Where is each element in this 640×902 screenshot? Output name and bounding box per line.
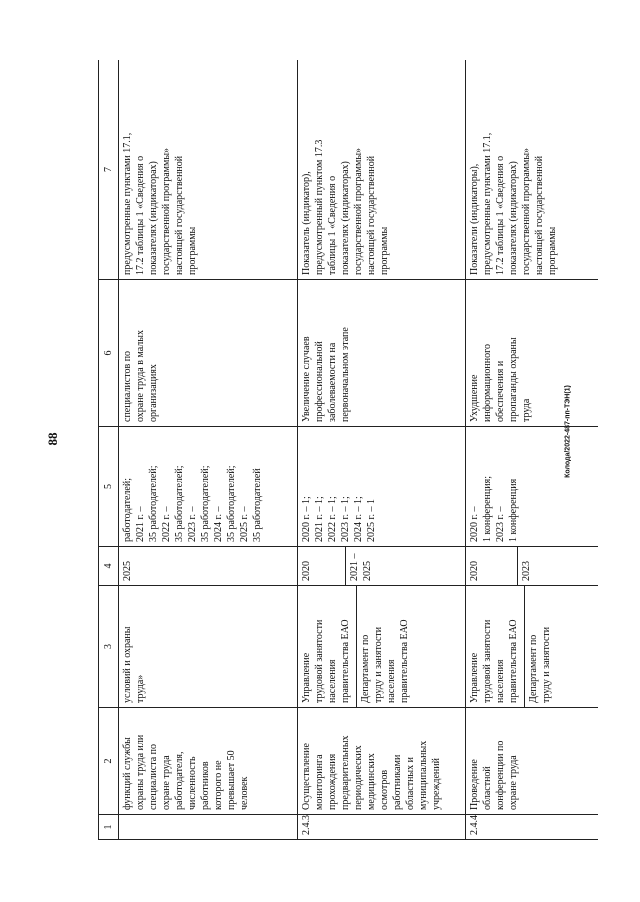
- measure-name: Осуществление мониторинга прохождения предварительных периодических медицинских осмотров работниками областных и муниципальных учреждений: [298, 708, 466, 815]
- expected-result: 2020 г. – 1 конференция; 2023 г. – 1 конференция: [466, 427, 599, 547]
- header-cell: 5: [99, 427, 119, 547]
- page-number: 88: [45, 432, 60, 446]
- program-measures-table: [98, 60, 598, 840]
- executor-alt: Департамент по труду и занятости населения правительства ЕАО: [356, 586, 411, 707]
- years-alt: 2021 – 2025: [345, 547, 374, 585]
- consequence: специалистов по охране труда в малых организациях: [119, 280, 298, 427]
- header-cell: 4: [99, 547, 119, 586]
- years-alt: 2023: [517, 547, 533, 585]
- table-row: [466, 60, 599, 840]
- table-row: [298, 60, 466, 840]
- header-cell: 1: [99, 815, 119, 840]
- executor: Управление трудовой занятости населения правительства ЕАО Департамент по труду и занятости: [466, 586, 599, 708]
- table-area: [98, 60, 598, 840]
- indicators: Показатель (индикатор), предусмотренный пунктом 17.3 таблицы 1 «Сведения о показателях (индикаторах) государственной программы» настоящей государственной программы: [298, 60, 466, 280]
- years: 2020 2021 – 2025: [298, 547, 466, 586]
- rotated-table-container: [98, 60, 598, 840]
- measure-name: Проведение областной конференции по охране труда: [466, 708, 599, 815]
- table-row: [119, 60, 298, 840]
- executor-alt: Департамент по труду и занятости: [524, 586, 553, 707]
- executor: Управление трудовой занятости населения правительства ЕАО Департамент по труду и занятости населения правительства ЕАО: [298, 586, 466, 708]
- header-row: [99, 60, 119, 840]
- consequence: Ухудшение информационного обеспечения и пропаганды охраны труда: [466, 280, 599, 427]
- expected-result: работодателей; 2021 г. – 35 работодателей; 2022 г. – 35 работодателей; 2023 г. – 35 работодателей; 2024 г. – 35 работодателей; 2025 г. – 35 работодателей: [119, 427, 298, 547]
- document-code: Колода/2022-487-пп-ТЭН(1): [564, 385, 572, 478]
- indicators: предусмотренные пунктами 17.1, 17.2 таблицы 1 «Сведения о показателях (индикаторах) государственной программы» настоящей государственной программы: [119, 60, 298, 280]
- row-number: [119, 815, 298, 840]
- header-cell: 6: [99, 280, 119, 427]
- consequence: Увеличение случаев профессиональной заболеваемости на первоначальном этапе: [298, 280, 466, 427]
- header-cell: 2: [99, 708, 119, 815]
- executor: условий и охраны труда»: [119, 586, 298, 708]
- years: 2020 2023: [466, 547, 599, 586]
- row-number: 2.4.3: [298, 815, 466, 840]
- header-cell: 7: [99, 60, 119, 280]
- measure-name: функций службы охраны труда или специалиста по охране труда работодателя, численность работников которого не превышает 50 человек: [119, 708, 298, 815]
- indicators: Показатели (индикаторы), предусмотренные пунктами 17.1, 17.2 таблицы 1 «Сведения о показателях (индикаторах) государственной программы» настоящей государственной программы: [466, 60, 599, 280]
- expected-result: 2020 г. – 1; 2021 г. – 1; 2022 г. – 1; 2023 г. – 1; 2024 г. – 1; 2025 г. – 1: [298, 427, 466, 547]
- years: 2025: [119, 547, 298, 586]
- row-number: 2.4.4: [466, 815, 599, 840]
- header-cell: 3: [99, 586, 119, 708]
